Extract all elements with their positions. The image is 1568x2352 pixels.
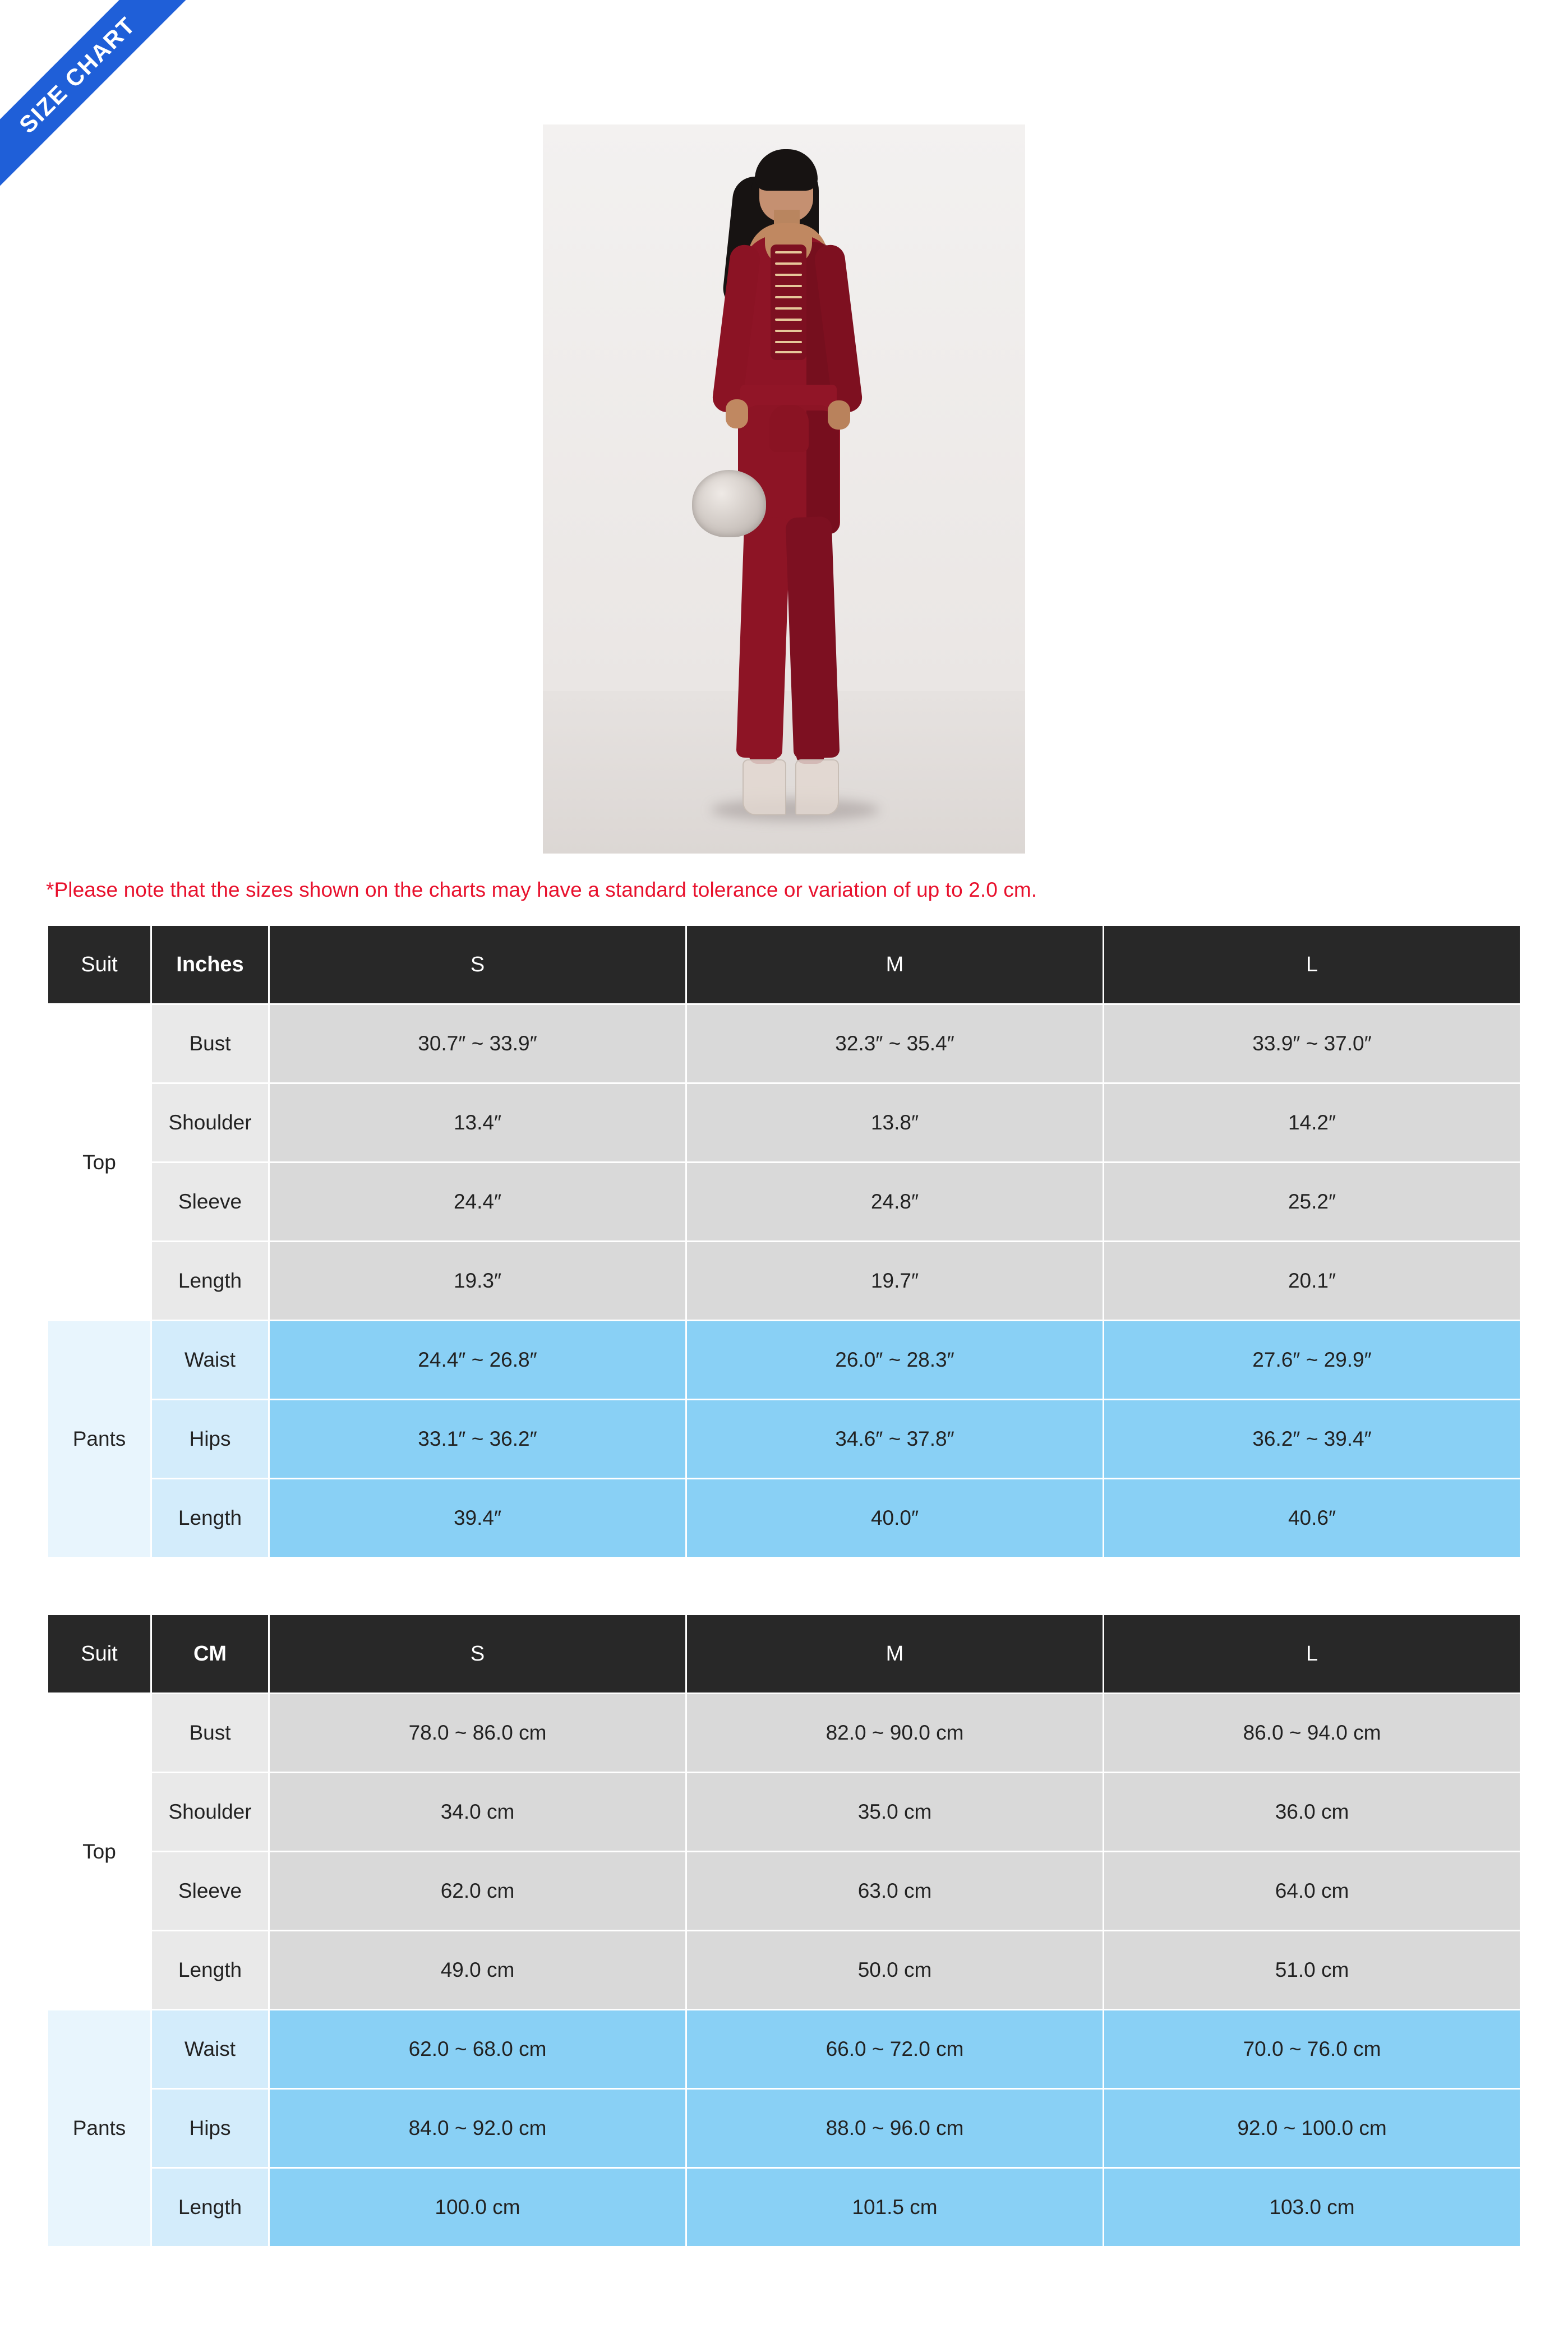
table-row [48,1773,1521,1852]
cell-bust-l: 86.0 ~ 94.0 cm [1104,1694,1521,1773]
header-size-s: S [269,1615,686,1694]
size-chart-ribbon-label: SIZE CHART [0,0,193,191]
cell-hips-l: 92.0 ~ 100.0 cm [1104,2089,1521,2168]
cell-top-length-m: 19.7″ [686,1242,1104,1321]
table-row [48,1400,1521,1479]
table-row [48,1083,1521,1163]
size-table-cm [47,1613,1521,2248]
cell-pants-length-m: 40.0″ [686,1479,1104,1558]
cell-shoulder-m: 35.0 cm [686,1773,1104,1852]
tolerance-note: *Please note that the sizes shown on the charts may have a standard tolerance or variation of up to 2.0 cm. [46,878,1037,901]
table-row [48,1004,1521,1083]
cell-bust-l: 33.9″ ~ 37.0″ [1104,1004,1521,1083]
cell-top-length-s: 19.3″ [269,1242,686,1321]
cell-waist-l: 27.6″ ~ 29.9″ [1104,1321,1521,1400]
cell-sleeve-s: 24.4″ [269,1163,686,1242]
cell-waist-l: 70.0 ~ 76.0 cm [1104,2010,1521,2089]
cell-sleeve-m: 24.8″ [686,1163,1104,1242]
cell-hips-l: 36.2″ ~ 39.4″ [1104,1400,1521,1479]
table-header-row [48,925,1521,1004]
row-label-hips: Hips [151,2089,269,2168]
garment-lace-up-panel [771,245,806,360]
cell-pants-length-s: 39.4″ [269,1479,686,1558]
header-size-s: S [269,925,686,1004]
cell-pants-length-m: 101.5 cm [686,2168,1104,2247]
cell-waist-s: 62.0 ~ 68.0 cm [269,2010,686,2089]
table-row [48,1163,1521,1242]
row-label-pants-length: Length [151,2168,269,2247]
cell-top-length-s: 49.0 cm [269,1931,686,2010]
size-table-inches [47,924,1521,1558]
cell-shoulder-s: 34.0 cm [269,1773,686,1852]
product-photo [543,124,1025,854]
group-label-pants: Pants [48,2010,151,2247]
cell-hips-m: 34.6″ ~ 37.8″ [686,1400,1104,1479]
cell-sleeve-l: 64.0 cm [1104,1852,1521,1931]
cell-sleeve-m: 63.0 cm [686,1852,1104,1931]
group-label-top: Top [48,1004,151,1321]
model-left-hand [726,399,748,428]
row-label-bust: Bust [151,1694,269,1773]
group-label-top: Top [48,1694,151,2010]
model-right-hand [828,400,850,430]
table-row [48,2010,1521,2089]
header-size-m: M [686,1615,1104,1694]
cell-top-length-l: 51.0 cm [1104,1931,1521,2010]
row-label-bust: Bust [151,1004,269,1083]
cell-top-length-l: 20.1″ [1104,1242,1521,1321]
cell-bust-s: 30.7″ ~ 33.9″ [269,1004,686,1083]
header-unit: CM [151,1615,269,1694]
header-size-l: L [1104,925,1521,1004]
right-shoe [795,759,839,815]
table-spacer [0,1558,1568,1591]
garment-left-calf [749,685,777,764]
garment-right-calf [796,685,824,764]
row-label-waist: Waist [151,2010,269,2089]
cell-pants-length-s: 100.0 cm [269,2168,686,2247]
group-label-pants: Pants [48,1321,151,1558]
left-shoe [743,759,786,815]
table-row [48,1242,1521,1321]
cell-shoulder-s: 13.4″ [269,1083,686,1163]
row-label-hips: Hips [151,1400,269,1479]
garment-belt-tie [769,405,809,452]
cell-sleeve-s: 62.0 cm [269,1852,686,1931]
table-row [48,1321,1521,1400]
cell-top-length-m: 50.0 cm [686,1931,1104,2010]
cell-waist-s: 24.4″ ~ 26.8″ [269,1321,686,1400]
header-suit: Suit [48,1615,151,1694]
row-label-top-length: Length [151,1931,269,2010]
cell-shoulder-l: 14.2″ [1104,1083,1521,1163]
size-table-cm-block [47,1613,1521,2248]
table-row [48,1852,1521,1931]
table-row [48,2089,1521,2168]
table-row [48,2168,1521,2247]
row-label-shoulder: Shoulder [151,1083,269,1163]
cell-shoulder-m: 13.8″ [686,1083,1104,1163]
row-label-sleeve: Sleeve [151,1163,269,1242]
header-suit: Suit [48,925,151,1004]
cell-hips-s: 33.1″ ~ 36.2″ [269,1400,686,1479]
cell-waist-m: 66.0 ~ 72.0 cm [686,2010,1104,2089]
cell-pants-length-l: 40.6″ [1104,1479,1521,1558]
table-header-row [48,1615,1521,1694]
header-unit: Inches [151,925,269,1004]
row-label-sleeve: Sleeve [151,1852,269,1931]
table-row [48,1931,1521,2010]
cell-bust-m: 82.0 ~ 90.0 cm [686,1694,1104,1773]
header-size-m: M [686,925,1104,1004]
cell-bust-s: 78.0 ~ 86.0 cm [269,1694,686,1773]
row-label-waist: Waist [151,1321,269,1400]
cell-bust-m: 32.3″ ~ 35.4″ [686,1004,1104,1083]
product-image-area [0,0,1568,854]
table-row [48,1479,1521,1558]
row-label-pants-length: Length [151,1479,269,1558]
row-label-shoulder: Shoulder [151,1773,269,1852]
cell-sleeve-l: 25.2″ [1104,1163,1521,1242]
row-label-top-length: Length [151,1242,269,1321]
size-table-inches-block [47,924,1521,1558]
cell-waist-m: 26.0″ ~ 28.3″ [686,1321,1104,1400]
header-size-l: L [1104,1615,1521,1694]
table-row [48,1694,1521,1773]
cell-shoulder-l: 36.0 cm [1104,1773,1521,1852]
cell-hips-m: 88.0 ~ 96.0 cm [686,2089,1104,2168]
cell-hips-s: 84.0 ~ 92.0 cm [269,2089,686,2168]
beaded-handbag [692,470,766,537]
cell-pants-length-l: 103.0 cm [1104,2168,1521,2247]
